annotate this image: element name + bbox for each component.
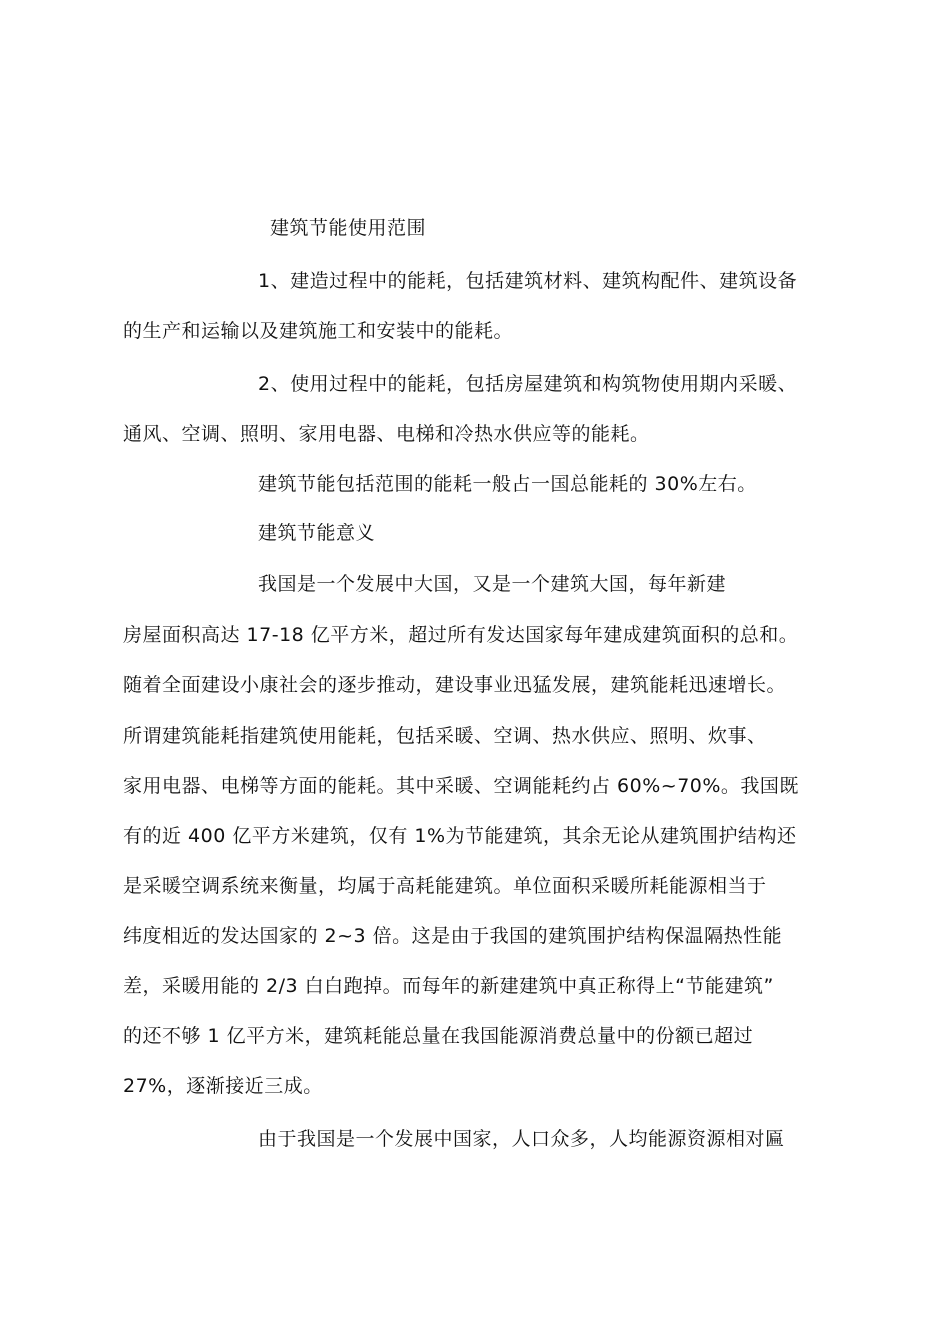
paragraph-line: 所谓建筑能耗指建筑使用能耗，包括采暖、空调、热水供应、照明、炊事、 bbox=[123, 725, 767, 747]
paragraph-line: 差，采暖用能的 2/3 白白跑掉。而每年的新建建筑中真正称得上“节能建筑” bbox=[123, 975, 774, 997]
paragraph-line: 通风、空调、照明、家用电器、电梯和冷热水供应等的能耗。 bbox=[123, 423, 650, 445]
paragraph-line: 纬度相近的发达国家的 2~3 倍。这是由于我国的建筑围护结构保温隔热性能 bbox=[123, 925, 783, 947]
paragraph-line: 27%，逐渐接近三成。 bbox=[123, 1075, 323, 1097]
section-heading-significance: 建筑节能意义 bbox=[258, 522, 376, 544]
paragraph-line: 家用电器、电梯等方面的能耗。其中采暖、空调能耗约占 60%~70%。我国既 bbox=[123, 775, 799, 797]
paragraph-line: 房屋面积高达 17-18 亿平方米，超过所有发达国家每年建成建筑面积的总和。 bbox=[123, 624, 799, 646]
section-heading-scope: 建筑节能使用范围 bbox=[270, 217, 427, 239]
paragraph-line: 2、使用过程中的能耗，包括房屋建筑和构筑物使用期内采暖、 bbox=[258, 373, 798, 395]
paragraph-line: 的生产和运输以及建筑施工和安装中的能耗。 bbox=[123, 320, 514, 342]
paragraph-line: 1、建造过程中的能耗，包括建筑材料、建筑构配件、建筑设备 bbox=[258, 270, 798, 292]
paragraph-line: 由于我国是一个发展中国家，人口众多，人均能源资源相对匾 bbox=[258, 1128, 785, 1150]
paragraph-line: 建筑节能包括范围的能耗一般占一国总能耗的 30%左右。 bbox=[258, 473, 757, 495]
paragraph-line: 的还不够 1 亿平方米，建筑耗能总量在我国能源消费总量中的份额已超过 bbox=[123, 1025, 754, 1047]
paragraph-line: 随着全面建设小康社会的逐步推动，建设事业迅猛发展，建筑能耗迅速增长。 bbox=[123, 674, 787, 696]
paragraph-line: 我国是一个发展中大国，又是一个建筑大国，每年新建 bbox=[258, 573, 727, 595]
paragraph-line: 有的近 400 亿平方米建筑，仅有 1%为节能建筑，其余无论从建筑围护结构还 bbox=[123, 825, 797, 847]
paragraph-line: 是采暖空调系统来衡量，均属于高耗能建筑。单位面积采暖所耗能源相当于 bbox=[123, 875, 767, 897]
